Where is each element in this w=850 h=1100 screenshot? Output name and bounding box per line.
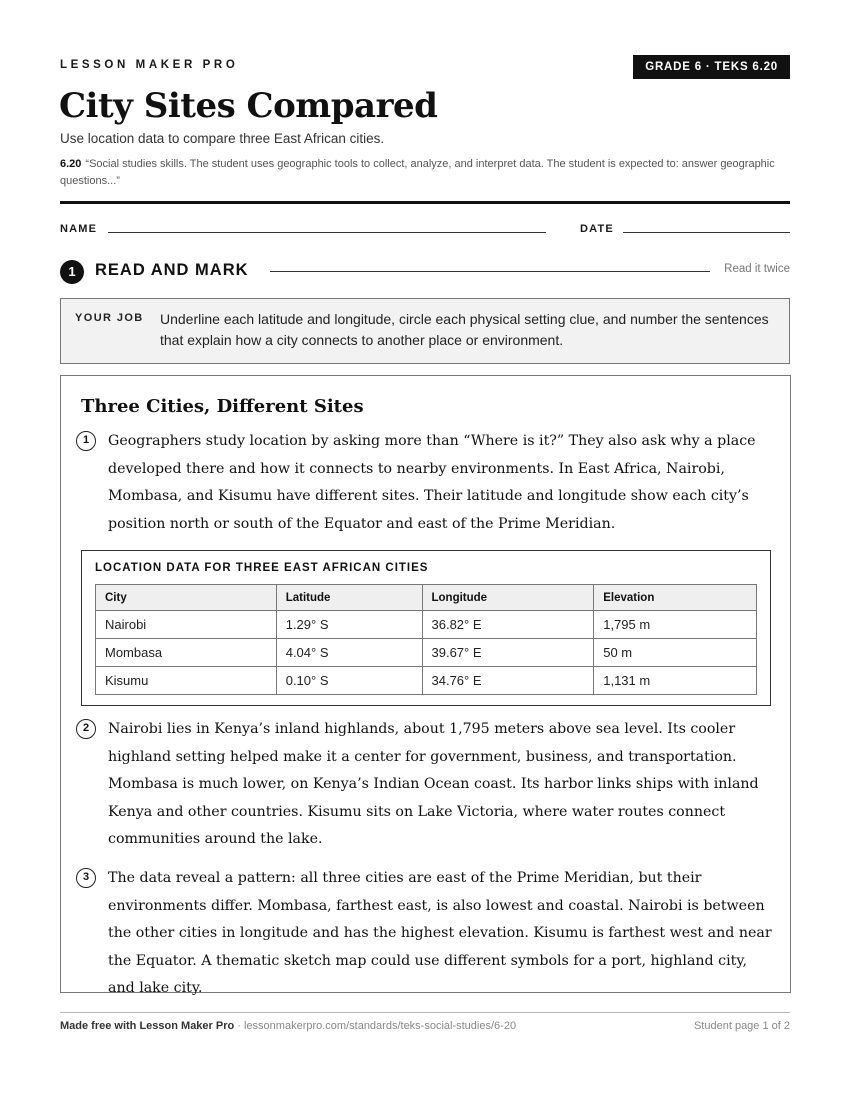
table-cell: 1,795 m [594,611,757,639]
section-divider [270,271,710,272]
table-cell: Kisumu [96,667,277,695]
table-row [96,639,757,667]
footer-made-with: Made free with Lesson Maker Pro [60,1020,235,1032]
column-header: Longitude [422,585,594,611]
name-field[interactable] [108,232,546,233]
standard-text: “Social studies skills. The student uses geographic tools to collect, analyze, and interpret data. The student is expected to: answer geographic questions...” [60,158,775,187]
standard-description [60,156,790,190]
location-data-box [81,550,771,706]
location-data-table [95,584,757,695]
page-title: City Sites Compared [59,86,438,126]
table-cell: 50 m [594,639,757,667]
brand-name: LESSON MAKER PRO [60,59,239,71]
table-cell: 0.10° S [276,667,422,695]
header-divider [60,201,790,204]
page-subtitle: Use location data to compare three East African cities. [60,131,385,146]
footer-page-number: Student page 1 of 2 [693,1020,790,1032]
paragraph-number-2: 2 [76,719,96,739]
reading-passage [60,375,791,996]
column-header: City [96,585,277,611]
paragraph-1: Geographers study location by asking more than “Where is it?” They also ask why a place developed there and how it connects to nearby environments. In East Africa, Nairobi, Mombasa, and Kisumu have different sites. Their latitude and longitude show each city’s position north or south of the Equator and east of the Prime Meridian. [108,433,756,532]
your-job-instructions: Underline each latitude and longitude, circle each physical setting clue, and number the sentences that explain how a city connects to another place or environment. [160,311,769,348]
date-field[interactable] [623,232,790,233]
your-job-box [60,298,790,364]
table-header-row [96,585,757,611]
table-cell: 39.67° E [422,639,594,667]
table-cell: 34.76° E [422,667,594,695]
footer-credit [60,1020,516,1032]
table-cell: 4.04° S [276,639,422,667]
paragraph-3: The data reveal a pattern: all three cities are east of the Prime Meridian, but their environments differ. Mombasa, farthest east, is also lowest and coastal. Nairobi is between the other cities in longitude and has the highest elevation. Kisumu is farthest west and near the Equator. A thematic sketch map could use different symbols for a port, highland city, and lake city. [108,870,772,996]
paragraph-number-1: 1 [76,431,96,451]
name-label: NAME [60,223,98,235]
date-label: DATE [580,223,614,235]
table-cell: 1,131 m [594,667,757,695]
column-header: Elevation [594,585,757,611]
table-cell: Mombasa [96,639,277,667]
column-header: Latitude [276,585,422,611]
table-row [96,611,757,639]
section-number-badge: 1 [60,260,84,284]
paragraph-2: Nairobi lies in Kenya’s inland highlands, about 1,795 meters above sea level. Its cooler highland setting helped make it a center for government, business, and transportation. Mombasa is much lower, on Kenya’s Indian Ocean coast. Its harbor links ships with inland Kenya and other countries. Kisumu sits on Lake Victoria, where water routes connect communities around the lake. [108,721,759,847]
reading-title: Three Cities, Different Sites [81,396,364,417]
grade-badge: GRADE 6 · TEKS 6.20 [633,55,790,79]
table-row [96,667,757,695]
footer-divider [60,1012,790,1013]
footer-url[interactable]: · lessonmakerpro.com/standards/teks-social-studies/6-20 [234,1020,517,1032]
table-cell: 36.82° E [422,611,594,639]
table-cell: Nairobi [96,611,277,639]
table-cell: 1.29° S [276,611,422,639]
section-title: READ AND MARK [95,261,249,279]
standard-code: 6.20 [60,158,82,170]
section-note: Read it twice [724,263,790,275]
paragraph-number-3: 3 [76,868,96,888]
your-job-label: YOUR JOB [75,312,144,324]
location-table-title: LOCATION DATA FOR THREE EAST AFRICAN CITIES [95,562,429,574]
